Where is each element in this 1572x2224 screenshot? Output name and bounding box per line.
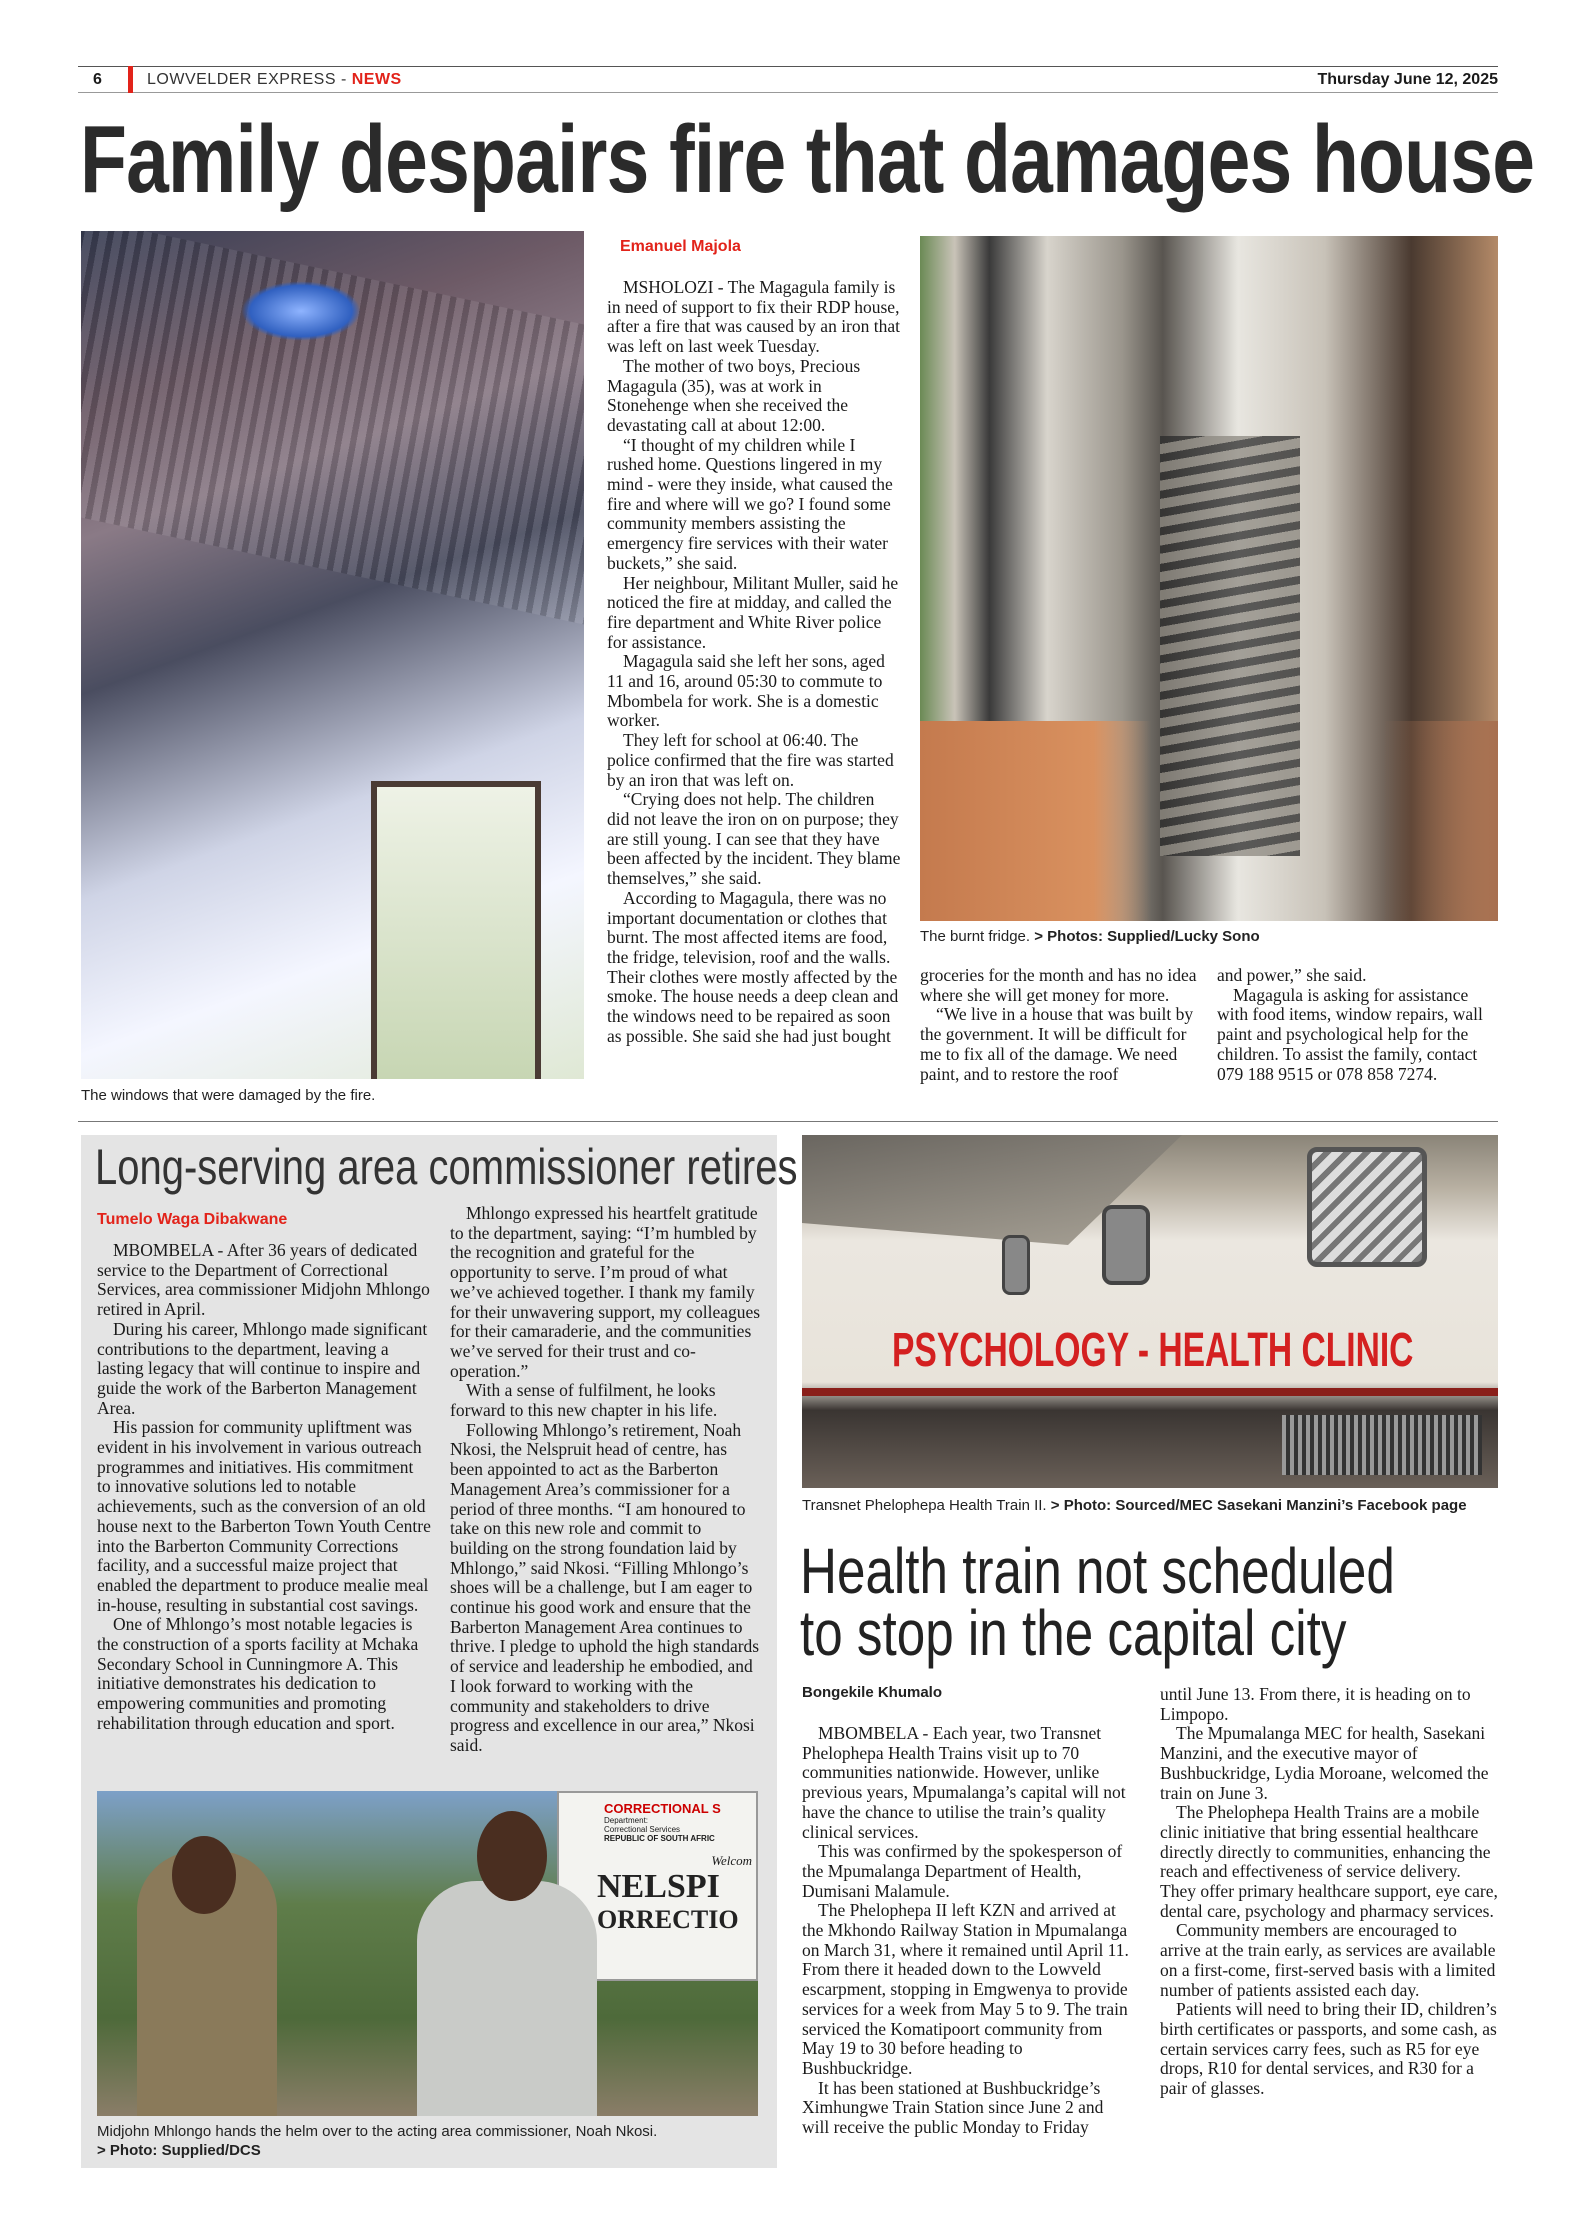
article2-column-2 [450, 1204, 762, 1756]
issue-date: Thursday June 12, 2025 [1317, 71, 1498, 88]
sign-big2: ORRECTIO [597, 1905, 739, 1934]
article2-byline: Tumelo Waga Dibakwane [97, 1211, 288, 1228]
paragraph: According to Magagula, there was no important documentation or clothes that burnt. The most affected items are food, the fridge, television, roof and the walls. Their clothes were mostly affected by the smoke. The house needs a deep clean and the windows need to be repaired as soon as possible. She said she had just bought [607, 887, 899, 1046]
paragraph: “I thought of my children while I rushed home. Questions lingered in my mind - were they inside, what caused the fire and where will we go? I found some community members assisting the emergency fire services with their water buckets,” she said. [607, 434, 893, 573]
photo-health-train [802, 1135, 1498, 1488]
paragraph: With a sense of fulfilment, he looks forward to this new chapter in his life. [450, 1380, 718, 1421]
publication-name [147, 68, 402, 92]
photo-damaged-windows [81, 231, 584, 1079]
paragraph: Magagula said she left her sons, aged 11 and 16, around 05:30 to commute to Mbombela for work. She is a domestic worker. [607, 651, 885, 731]
paragraph: until June 13. From there, it is heading on to Limpopo. [1160, 1684, 1471, 1724]
header-rule-bottom [78, 92, 1498, 93]
caption-right-photo [920, 927, 1260, 946]
section-label: NEWS [351, 71, 402, 88]
sign-sub2: Correctional Services [604, 1825, 681, 1834]
paragraph: Her neighbour, Militant Muller, said he noticed the fire at midday, and called the fire department and White River police for assistance. [607, 572, 899, 652]
paragraph: and power,” she said. [1217, 965, 1367, 985]
paragraph: Following Mhlongo’s retirement, Noah Nkosi, the Nelspruit head of centre, has been appointed to act as the Barberton Management Area’s commissioner for a period of three months. “I am honoured to take on this new role and commit to building on the strong foundation laid by Mhlongo,” said Nkosi. “Filling Mhlongo’s shoes will be a challenge, but I am eager to continue his good work and ensure that the Barberton Management Area continues to thrive. I pledge to uphold the high standards of service and leadership he embodied, and I look forward to working with the community and stakeholders to drive progress and excellence in our area,” Nkosi said. [450, 1419, 760, 1755]
sign-sub3: REPUBLIC OF SOUTH AFRIC [604, 1834, 715, 1843]
paragraph: The mother of two boys, Precious Magagula (35), was at work in Stonehenge when she received the devastating call at about 12:00. [607, 355, 861, 435]
paragraph: Community members are encouraged to arrive at the train early, as services are available on a first-come, first-served basis with a limited number of patients assisted each day. [1160, 1920, 1496, 2000]
article3-column-2 [1160, 1685, 1498, 2099]
photo-credit: > Photos: Supplied/Lucky Sono [1034, 928, 1260, 945]
paragraph: “Crying does not help. The children did not leave the iron on on purpose; they are still young. I can see that they have been affected by the incident. They blame themselves,” she said. [607, 789, 901, 889]
headline-line-1: Health train not scheduled [800, 1535, 1395, 1607]
section-divider [78, 1121, 1498, 1122]
paragraph: Patients will need to bring their ID, children’s birth certificates or passports, and some cash, as certain services carry fees, such as R5 for eye drops, R10 for dental services, and R30 for a pair of glasses. [1160, 1999, 1497, 2099]
photo-credit: > Photo: Supplied/DCS [97, 2142, 261, 2159]
section-marker [128, 66, 133, 93]
paragraph: They left for school at 06:40. The police confirmed that the fire was started by an iron that was left on. [607, 730, 894, 790]
paragraph: MBOMBELA - After 36 years of dedicated service to the Department of Correctional Services, area commissioner Midjohn Mhlongo retired in April. [97, 1240, 430, 1320]
paragraph: It has been stationed at Bushbuckridge’s Ximhungwe Train Station since June 2 and will receive the public Monday to Friday [802, 2077, 1104, 2138]
paragraph: During his career, Mhlongo made significant contributions to the department, leaving a lasting legacy that will continue to inspire and guide the work of the Barberton Management Area. [97, 1318, 428, 1418]
article3-caption [802, 1496, 1502, 1515]
article1-column-2 [920, 966, 1202, 1084]
paragraph: The Phelophepa Health Trains are a mobile clinic initiative that bring essential healthcare directly directly to communities, enhancing the reach and effectiveness of service delivery. They offer primary healthcare support, eye care, dental care, psychology and pharmacy services. [1160, 1802, 1498, 1921]
sign-welcome: Welcom [711, 1853, 752, 1868]
article1-column-3 [1217, 966, 1499, 1084]
caption-text: Transnet Phelophepa Health Train II. [802, 1497, 1047, 1514]
paragraph: This was confirmed by the spokesperson of the Mpumalanga Department of Health, Dumisani Malamule. [802, 1841, 1123, 1901]
article1-column-1 [607, 278, 901, 1046]
paragraph: MBOMBELA - Each year, two Transnet Phelophepa Health Trains visit up to 70 communities nationwide. However, unlike previous years, Mpumalanga’s capital will not have the chance to utilise the train’s quality clinical services. [802, 1723, 1126, 1842]
paragraph: “We live in a house that was built by the government. It will be difficult for me to fix all of the damage. We need paint, and to restore the roof [920, 1004, 1194, 1084]
photo-handshake [97, 1791, 758, 2116]
sign-big1: NELSPI [597, 1868, 720, 1905]
sign-sub1: Department: [604, 1816, 649, 1825]
paragraph: groceries for the month and has no idea where she will get money for more. [920, 965, 1197, 1005]
paragraph: MSHOLOZI - The Magagula family is in need of support to fix their RDP house, after a fire that was caused by an iron that was left on last week Tuesday. [607, 277, 900, 357]
paragraph: One of Mhlongo’s most notable legacies is the construction of a sports facility at Mchaka Secondary School in Cunningmore A. This initiative demonstrates his dedication to empowering communities and promoting rehabilitation through education and sport. [97, 1614, 419, 1733]
article3-headline [800, 1535, 1395, 1669]
article2-headline: Long-serving area commissioner retires [95, 1139, 798, 1195]
article2-column-1 [97, 1241, 431, 1734]
caption-text: The burnt fridge. [920, 928, 1031, 945]
caption-text: Midjohn Mhlongo hands the helm over to the acting area commissioner, Noah Nkosi. [97, 2123, 658, 2140]
headline-line-2: to stop in the capital city [800, 1597, 1347, 1669]
train-sign-text: PSYCHOLOGY - HEALTH CLINIC [892, 1324, 1414, 1377]
paragraph: The Phelophepa II left KZN and arrived at the Mkhondo Railway Station in Mpumalanga on March 31, where it remained until April 11. From there it headed down to the Lowveld escarpment, stopping in Emgwenya to provide services for a week from May 5 to 9. The train serviced the Komatipoort community from May 19 to 30 before heading to Bushbuckridge. [802, 1900, 1129, 2078]
paragraph: Mhlongo expressed his heartfelt gratitude to the department, saying: “I’m humbled by the recognition and grateful for the opportunity to serve. I’m proud of what we’ve achieved together. I thank my family for their unwavering support, my colleagues for their camaraderie, and the communities we’ve served for their trust and co-operation.” [450, 1203, 761, 1381]
article3-byline: Bongekile Khumalo [802, 1684, 943, 1701]
photo-credit: > Photo: Sourced/MEC Sasekani Manzini’s Facebook page [1050, 1497, 1467, 1514]
article3-column-1 [802, 1724, 1132, 2138]
sign-dept: CORRECTIONAL S [604, 1801, 721, 1816]
header-rule [78, 66, 1498, 67]
paragraph: Magagula is asking for assistance with food items, window repairs, wall paint and psychological help for the children. To assist the family, contact 079 188 9515 or 078 858 7274. [1217, 984, 1483, 1084]
article1-byline: Emanuel Majola [620, 238, 741, 255]
photo-burnt-fridge [920, 236, 1498, 921]
article2-caption [97, 2122, 767, 2160]
page-number: 6 [93, 71, 102, 88]
article1-headline: Family despairs fire that damages house [80, 106, 1535, 213]
publication-label: LOWVELDER EXPRESS - [147, 71, 352, 88]
caption-left-photo: The windows that were damaged by the fire. [81, 1087, 376, 1104]
paragraph: The Mpumalanga MEC for health, Sasekani Manzini, and the executive mayor of Bushbuckridge, Lydia Moroane, welcomed the train on June 3. [1160, 1723, 1489, 1803]
paragraph: His passion for community upliftment was evident in his involvement in various outreach programmes and initiatives. His commitment to innovative solutions led to notable achievements, such as the conversion of an old house next to the Barberton Town Youth Centre into the Barberton Community Corrections facility, and a successful maize project that enabled the department to produce mealie meal in-house, resulting in substantial cost savings. [97, 1417, 431, 1615]
